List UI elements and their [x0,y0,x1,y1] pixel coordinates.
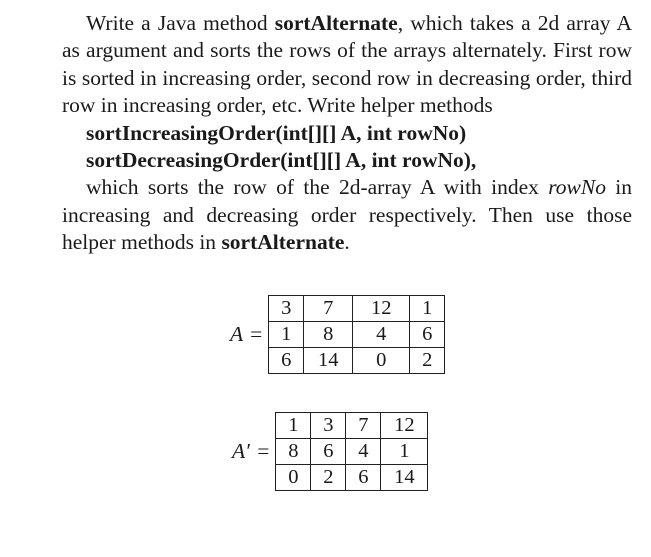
intro-text-start: Write a Java method [86,11,275,35]
helpers-text-start: which sorts the row of the 2d-array A with index [86,175,549,200]
method-name-sortalternate-ref: sortAlternate [221,230,345,255]
helpers-text-end: . [344,230,350,255]
matrix-row [276,465,428,491]
matrix-cell: 6 [346,465,381,491]
matrix-a-table [268,295,445,374]
problem-paragraph-helpers [62,174,632,256]
matrix-cell: 2 [311,465,346,491]
matrix-a-prime-equals: = [257,439,270,463]
matrix-a-prime-label [232,439,269,464]
method-name-sortalternate: sortAlternate [274,11,398,35]
matrix-cell: 8 [304,322,353,348]
matrix-row [269,348,445,374]
problem-paragraph-intro [62,10,632,120]
helper-signature-decreasing: sortDecreasingOrder(int[][] A, int rowNo), [86,148,477,173]
matrix-row [269,322,445,348]
matrix-cell: 6 [269,348,304,374]
matrix-cell: 12 [353,296,410,322]
matrix-cell: 12 [381,413,428,439]
matrix-cell: 1 [381,439,428,465]
matrix-cell: 3 [269,296,304,322]
helpers-text-middle: in increasing and decreasing order respectively. Then use those helper methods in [62,175,632,255]
matrix-cell: 6 [410,322,445,348]
matrix-a-label [230,322,262,347]
matrix-cell: 14 [381,465,428,491]
matrix-cell: 0 [276,465,311,491]
matrix-a-equals: = [250,322,263,346]
matrix-cell: 4 [353,322,410,348]
matrix-cell: 6 [311,439,346,465]
matrix-row [276,439,428,465]
matrix-a-symbol: A [230,322,243,346]
variable-rowno: rowNo [548,175,606,200]
matrix-cell: 1 [410,296,445,322]
intro-text-rest: , which takes a 2d array A as argument and sorts the rows of the arrays alternately. First row is sorted in increasing order, second row in decreasing order, third row in increasing order, etc. Write helper methods [62,11,632,118]
matrix-row [269,296,445,322]
matrix-a-prime-table [275,412,428,491]
matrix-cell: 1 [276,413,311,439]
helper-signature-increasing: sortIncreasingOrder(int[][] A, int rowNo) [86,120,467,145]
matrix-a-prime [232,412,428,491]
problem-statement [62,10,632,257]
matrix-cell: 4 [346,439,381,465]
matrix-cell: 14 [304,348,353,374]
matrix-cell: 2 [410,348,445,374]
matrix-cell: 8 [276,439,311,465]
matrix-a [230,295,445,374]
matrix-cell: 3 [311,413,346,439]
matrix-cell: 0 [353,348,410,374]
matrix-a-prime-symbol: A′ [232,439,250,463]
matrix-cell: 1 [269,322,304,348]
matrix-cell: 7 [346,413,381,439]
matrix-cell: 7 [304,296,353,322]
matrix-row [276,413,428,439]
